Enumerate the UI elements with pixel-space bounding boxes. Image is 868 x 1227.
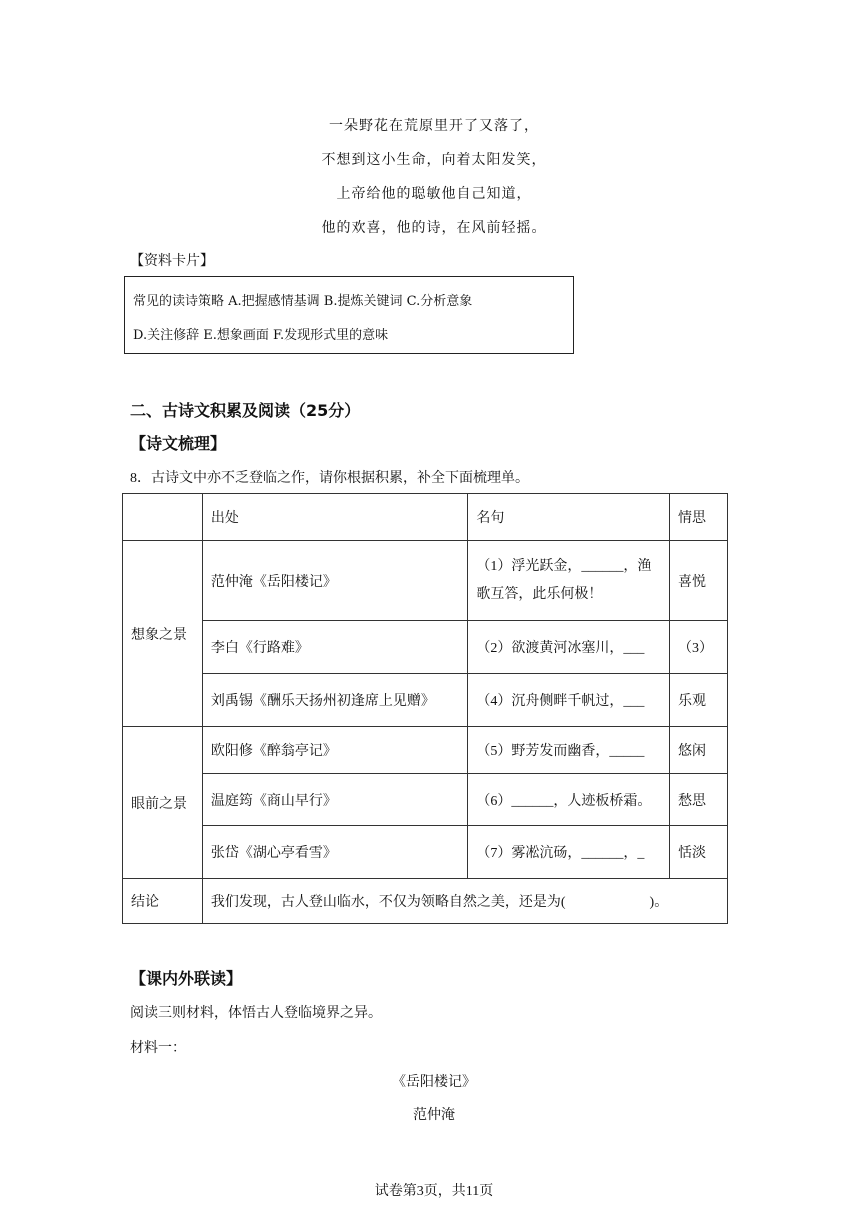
row-emotion: （3） bbox=[670, 621, 728, 674]
row-source: 刘禹锡《酬乐天扬州初逢席上见赠》 bbox=[202, 674, 467, 727]
row-quote: （7）雾凇沆砀，______，_ bbox=[468, 826, 670, 879]
row-source: 张岱《湖心亭看雪》 bbox=[202, 826, 467, 879]
section-subheading: 【诗文梳理】 bbox=[130, 434, 227, 453]
table-row bbox=[123, 826, 728, 879]
group-present: 眼前之景 bbox=[123, 727, 203, 879]
table-row bbox=[123, 727, 728, 774]
card-line-1: 常见的读诗策略 A.把握感情基调 B.提炼关键词 C.分析意象 bbox=[133, 294, 473, 309]
row-source: 范仲淹《岳阳楼记》 bbox=[202, 541, 467, 621]
reading-intro: 阅读三则材料，体悟古人登临境界之异。 bbox=[130, 1006, 382, 1021]
row-emotion: 乐观 bbox=[670, 674, 728, 727]
poem-line-4: 他的欢喜，他的诗，在风前轻摇。 bbox=[321, 220, 547, 236]
group-imagined: 想象之景 bbox=[123, 541, 203, 727]
section-title: 二、古诗文积累及阅读（25分） bbox=[130, 401, 361, 420]
question-8: 8．古诗文中亦不乏登临之作，请你根据积累，补全下面梳理单。 bbox=[130, 471, 529, 486]
row-source: 李白《行路难》 bbox=[202, 621, 467, 674]
row-emotion: 悠闲 bbox=[670, 727, 728, 774]
row-quote: （6）______，人迹板桥霜。 bbox=[468, 774, 670, 826]
row-emotion: 愁思 bbox=[670, 774, 728, 826]
row-source: 温庭筠《商山早行》 bbox=[202, 774, 467, 826]
table-row bbox=[123, 674, 728, 727]
row-quote: （2）欲渡黄河冰塞川，___ bbox=[468, 621, 670, 674]
card-line-2: D.关注修辞 E.想象画面 F.发现形式里的意味 bbox=[133, 328, 389, 343]
table-header-row bbox=[123, 494, 728, 541]
reading-heading: 【课内外联读】 bbox=[130, 969, 243, 988]
material-1-label: 材料一： bbox=[130, 1041, 186, 1056]
table-row bbox=[123, 541, 728, 621]
poem-line-1: 一朵野花在荒原里开了又落了， bbox=[329, 118, 539, 134]
header-source: 出处 bbox=[202, 494, 467, 541]
sorting-table bbox=[122, 493, 728, 924]
row-source: 欧阳修《醉翁亭记》 bbox=[202, 727, 467, 774]
row-emotion: 喜悦 bbox=[670, 541, 728, 621]
page-footer: 试卷第3页，共11页 bbox=[374, 1184, 494, 1199]
header-blank bbox=[123, 494, 203, 541]
header-emotion: 情思 bbox=[670, 494, 728, 541]
poem-line-2: 不想到这小生命，向着太阳发笑， bbox=[321, 152, 547, 168]
card-heading: 【资料卡片】 bbox=[130, 254, 214, 269]
row-quote: （5）野芳发而幽香，_____ bbox=[468, 727, 670, 774]
conclusion-row bbox=[123, 879, 728, 924]
material-title: 《岳阳楼记》 bbox=[392, 1074, 476, 1090]
header-quote: 名句 bbox=[468, 494, 670, 541]
row-quote: （4）沉舟侧畔千帆过，___ bbox=[468, 674, 670, 727]
conclusion-label: 结论 bbox=[123, 879, 203, 924]
row-emotion: 恬淡 bbox=[670, 826, 728, 879]
conclusion-text: 我们发现，古人登山临水，不仅为领略自然之美，还是为( )。 bbox=[202, 879, 727, 924]
strategy-card bbox=[124, 276, 574, 354]
table-row bbox=[123, 621, 728, 674]
poem-line-3: 上帝给他的聪敏他自己知道， bbox=[336, 186, 532, 202]
table-row bbox=[123, 774, 728, 826]
row-quote: （1）浮光跃金，______，渔歌互答，此乐何极！ bbox=[468, 541, 670, 621]
material-author: 范仲淹 bbox=[413, 1107, 455, 1123]
